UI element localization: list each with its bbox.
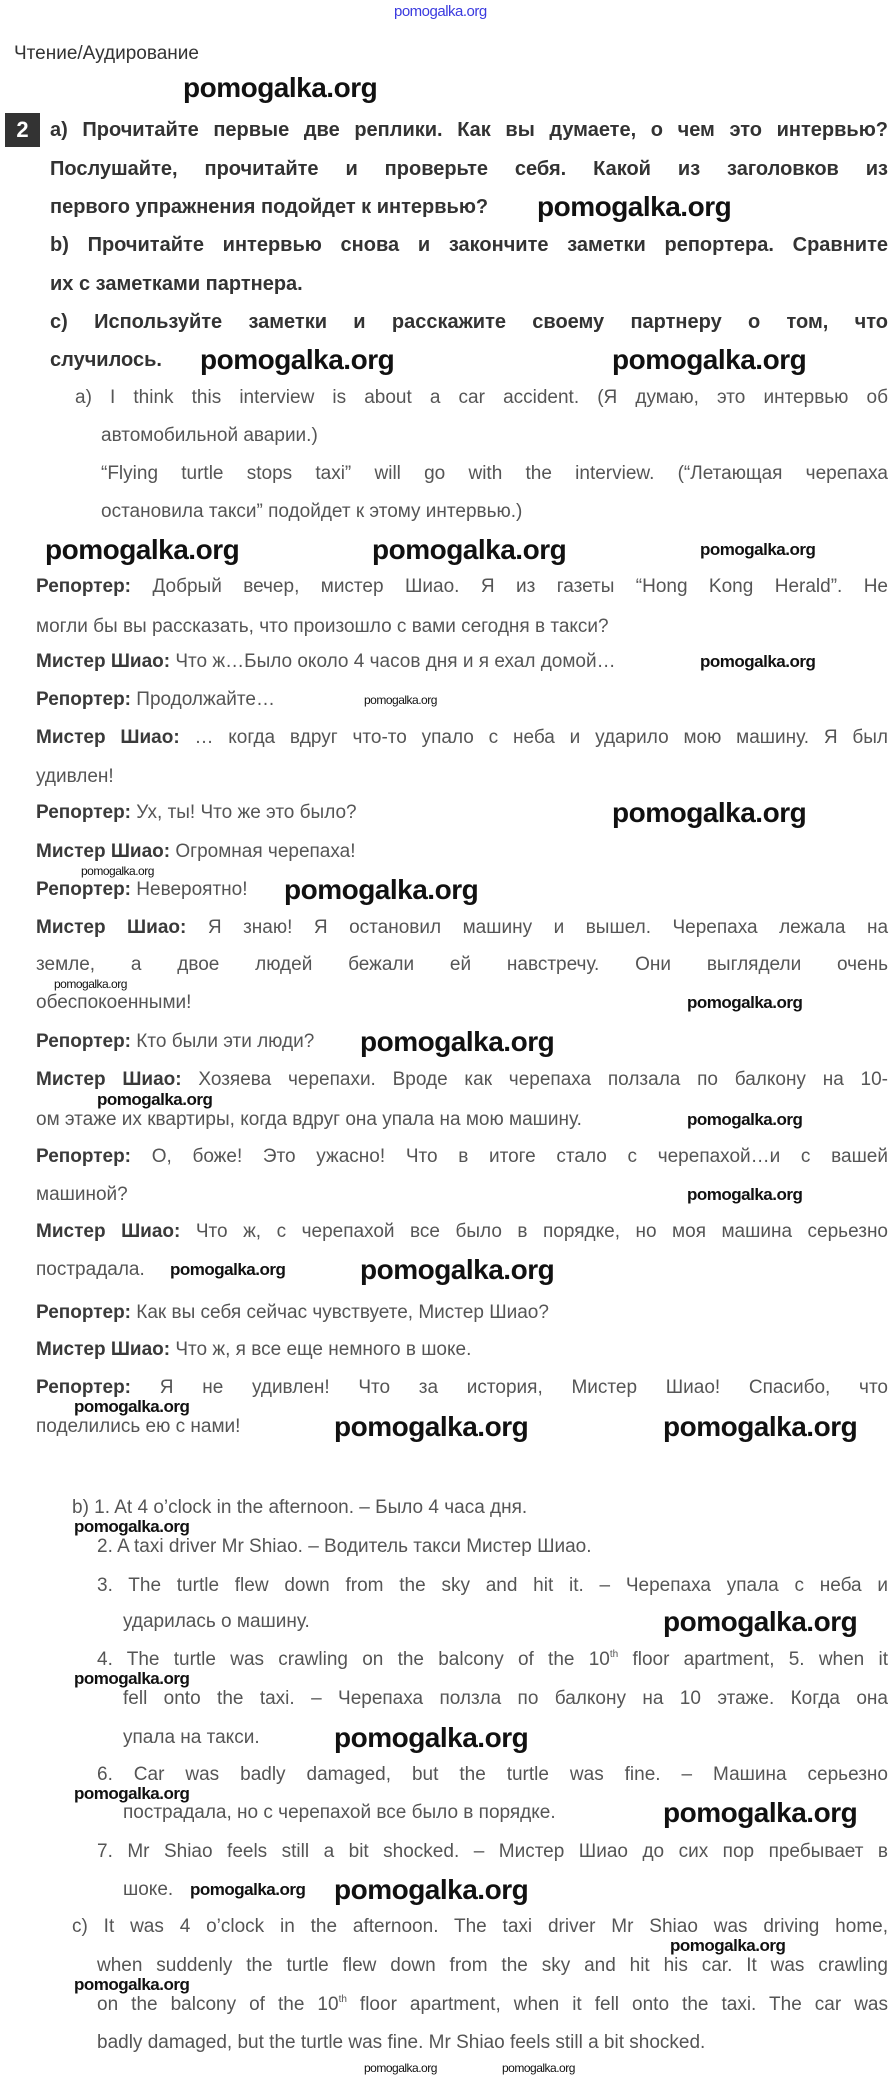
- dialogue-line: [36, 1068, 888, 1092]
- dialogue-line: [36, 878, 248, 902]
- watermark-text: pomogalka.org: [190, 1880, 306, 1899]
- speaker-label: Репортер:: [36, 1031, 132, 1052]
- dialogue-line: [36, 688, 275, 712]
- watermark-text: pomogalka.org: [334, 1874, 529, 1905]
- answer-a-line: остановила такси” подойдет к этому интервью.): [101, 501, 523, 522]
- answer-b-line: [123, 1801, 556, 1825]
- answer-c-line: [97, 1954, 888, 1978]
- section-heading: Чтение/Аудирование: [14, 43, 199, 64]
- line-text: удивлен!: [36, 766, 114, 787]
- answer-a-line: автомобильной аварии.): [101, 425, 318, 446]
- answer-b-line: [97, 1840, 888, 1864]
- line-text: Я знаю! Я остановил машину и вышел. Черепаха лежала на: [207, 917, 889, 938]
- line-text: ом этаже их квартиры, когда вдруг она упала на мою машину.: [36, 1109, 582, 1130]
- line-text: машиной?: [36, 1184, 128, 1205]
- line-text: 4. The turtle was crawling on the balcony of the 10: [97, 1649, 610, 1670]
- instruction-line: Послушайте, прочитайте и проверьте себя. Какой из заголовков из: [50, 158, 888, 180]
- answer-a-line: “Flying turtle stops taxi” will go with the interview. (“Летающая черепаха: [101, 463, 888, 484]
- watermark-text: pomogalka.org: [45, 534, 240, 565]
- line-text: 3. The turtle flew down from the sky and hit it. – Черепаха упала с неба и: [97, 1575, 888, 1596]
- watermark-text: pomogalka.org: [394, 3, 487, 20]
- dialogue-line: [36, 1220, 888, 1244]
- watermark-text: pomogalka.org: [663, 1411, 858, 1442]
- dialogue-line: [36, 840, 356, 864]
- line-text: … когда вдруг что-то упало с неба и ударило мою машину. Я был: [194, 727, 888, 748]
- line-text: обеспокоенными!: [36, 992, 192, 1013]
- line-text: badly damaged, but the turtle was fine. Mr Shiao feels still a bit shocked.: [97, 2032, 706, 2053]
- watermark-text: pomogalka.org: [74, 1517, 190, 1536]
- line-text: Что ж…Было около 4 часов дня и я ехал домой…: [175, 651, 616, 672]
- line-text: шоке.: [123, 1879, 174, 1900]
- dialogue-line: [36, 765, 114, 789]
- dialogue-line: [36, 953, 888, 977]
- watermark-text: pomogalka.org: [364, 2061, 437, 2075]
- line-text: 2. A taxi driver Mr Shiao. – Водитель такси Мистер Шиао.: [97, 1536, 592, 1557]
- speaker-label: Репортер:: [36, 576, 132, 597]
- dialogue-line: [36, 615, 609, 639]
- watermark-text: pomogalka.org: [612, 797, 807, 828]
- speaker-label: Репортер:: [36, 1377, 132, 1398]
- line-text: Кто были эти люди?: [136, 1031, 315, 1052]
- line-text: Что ж, я все еще немного в шоке.: [175, 1339, 472, 1360]
- line-text: Невероятно!: [136, 879, 248, 900]
- watermark-text: pomogalka.org: [663, 1797, 858, 1828]
- answer-b-line: [97, 1574, 888, 1598]
- line-text: when suddenly the turtle flew down from the sky and hit his car. It was crawling: [97, 1955, 888, 1976]
- watermark-text: pomogalka.org: [700, 652, 816, 671]
- answer-b-line: [123, 1687, 888, 1711]
- line-text: О, боже! Это ужасно! Что в итоге стало с черепахой…и с вашей: [151, 1146, 888, 1167]
- answer-b-line: [97, 1648, 888, 1672]
- watermark-text: pomogalka.org: [284, 874, 479, 905]
- watermark-text: pomogalka.org: [74, 1784, 190, 1803]
- line-text: 6. Car was badly damaged, but the turtle was fine. – Машина серьезно: [97, 1764, 888, 1785]
- line-text: on the balcony of the 10: [97, 1994, 339, 2015]
- watermark-text: pomogalka.org: [502, 2061, 575, 2075]
- dialogue-line: [36, 1183, 128, 1207]
- watermark-text: pomogalka.org: [334, 1722, 529, 1753]
- watermark-text: pomogalka.org: [663, 1606, 858, 1637]
- exercise-number-badge: 2: [5, 113, 40, 147]
- watermark-text: pomogalka.org: [537, 191, 732, 222]
- speaker-label: Репортер:: [36, 879, 132, 900]
- answer-a-line: a) I think this interview is about a car accident. (Я думаю, это интервью об: [75, 387, 888, 408]
- watermark-text: pomogalka.org: [334, 1411, 529, 1442]
- dialogue-line: [36, 726, 888, 750]
- watermark-text: pomogalka.org: [183, 72, 378, 103]
- watermark-text: pomogalka.org: [687, 1185, 803, 1204]
- watermark-text: pomogalka.org: [74, 1397, 190, 1416]
- dialogue-line: [36, 801, 357, 825]
- watermark-text: pomogalka.org: [372, 534, 567, 565]
- speaker-label: Мистер Шиао:: [36, 841, 171, 862]
- dialogue-line: [36, 1108, 582, 1132]
- answer-b-line: [97, 1535, 592, 1559]
- line-text-continued: floor apartment, when it fell onto the taxi. The car was: [346, 1994, 888, 2015]
- instruction-line: a) Прочитайте первые две реплики. Как вы думаете, о чем это интервью?: [50, 119, 888, 141]
- dialogue-line: [36, 575, 888, 599]
- line-text: Ух, ты! Что же это было?: [136, 802, 357, 823]
- line-text: Продолжайте…: [136, 689, 275, 710]
- watermark-text: pomogalka.org: [81, 864, 154, 878]
- line-text: Добрый вечер, мистер Шиао. Я из газеты “Hong Kong Herald”. Не: [152, 576, 888, 597]
- speaker-label: Репортер:: [36, 1302, 132, 1323]
- speaker-label: Репортер:: [36, 689, 132, 710]
- watermark-text: pomogalka.org: [687, 1110, 803, 1129]
- watermark-text: pomogalka.org: [97, 1090, 213, 1109]
- dialogue-line: [36, 1301, 549, 1325]
- dialogue-line: [36, 1415, 240, 1439]
- answer-b-line: [123, 1878, 173, 1902]
- answer-b-line: [123, 1726, 260, 1750]
- instruction-line: их с заметками партнера.: [50, 273, 303, 295]
- dialogue-line: [36, 1258, 145, 1282]
- instruction-line: первого упражнения подойдет к интервью?: [50, 196, 489, 218]
- speaker-label: Мистер Шиао:: [36, 727, 180, 748]
- speaker-label: Мистер Шиао:: [36, 1069, 182, 1090]
- line-text: пострадала, но с черепахой все было в порядке.: [123, 1802, 556, 1823]
- line-text: Что ж, с черепахой все было в порядке, но моя машина серьезно: [195, 1221, 888, 1242]
- watermark-text: pomogalka.org: [687, 993, 803, 1012]
- line-text: c) It was 4 o’clock in the afternoon. The taxi driver Mr Shiao was driving home,: [72, 1916, 888, 1937]
- instruction-line: случилось.: [50, 349, 162, 371]
- ordinal-superscript: th: [338, 1994, 347, 2005]
- watermark-text: pomogalka.org: [700, 540, 816, 559]
- ordinal-superscript: th: [609, 1649, 619, 1660]
- line-text: ударилась о машину.: [123, 1611, 310, 1632]
- dialogue-line: [36, 650, 616, 674]
- dialogue-line: [36, 1338, 471, 1362]
- line-text: fell onto the taxi. – Черепаха ползла по балкону на 10 этаже. Когда она: [123, 1688, 888, 1709]
- watermark-text: pomogalka.org: [74, 1669, 190, 1688]
- dialogue-line: [36, 1145, 888, 1169]
- speaker-label: Репортер:: [36, 802, 132, 823]
- answer-c-line: [97, 1993, 888, 2017]
- line-text: поделились ею с нами!: [36, 1416, 241, 1437]
- instruction-line: c) Используйте заметки и расскажите своему партнеру о том, что: [50, 311, 888, 333]
- line-text: Я не удивлен! Что за история, Мистер Шиао! Спасибо, что: [159, 1377, 889, 1398]
- speaker-label: Мистер Шиао:: [36, 1221, 181, 1242]
- line-text: упала на такси.: [123, 1727, 260, 1748]
- line-text: b) 1. At 4 o’clock in the afternoon. – Было 4 часа дня.: [72, 1497, 528, 1518]
- answer-b-line: [97, 1763, 888, 1787]
- watermark-text: pomogalka.org: [200, 344, 395, 375]
- line-text: 7. Mr Shiao feels still a bit shocked. – Мистер Шиао до сих пор пребывает в: [97, 1841, 888, 1862]
- speaker-label: Мистер Шиао:: [36, 1339, 171, 1360]
- line-text: Как вы себя сейчас чувствуете, Мистер Шиао?: [136, 1302, 549, 1323]
- answer-c-line: [97, 2031, 705, 2055]
- watermark-text: pomogalka.org: [360, 1254, 555, 1285]
- speaker-label: Репортер:: [36, 1146, 132, 1167]
- line-text: могли бы вы рассказать, что произошло с вами сегодня в такси?: [36, 616, 609, 637]
- dialogue-line: [36, 916, 888, 940]
- dialogue-line: [36, 1030, 314, 1054]
- line-text: земле, а двое людей бежали ей навстречу. Они выглядели очень: [36, 954, 888, 975]
- line-text: пострадала.: [36, 1259, 145, 1280]
- watermark-text: pomogalka.org: [612, 344, 807, 375]
- line-text: Хозяева черепахи. Вроде как черепаха ползала по балкону на 10-: [198, 1069, 889, 1090]
- answer-b-line: [123, 1610, 310, 1634]
- watermark-text: pomogalka.org: [364, 693, 437, 707]
- watermark-text: pomogalka.org: [54, 977, 127, 991]
- watermark-text: pomogalka.org: [670, 1936, 786, 1955]
- line-text-continued: floor apartment, 5. when it: [618, 1649, 888, 1670]
- watermark-text: pomogalka.org: [360, 1026, 555, 1057]
- instruction-line: b) Прочитайте интервью снова и закончите заметки репортера. Сравните: [50, 234, 888, 256]
- line-text: Огромная черепаха!: [175, 841, 356, 862]
- dialogue-line: [36, 991, 191, 1015]
- speaker-label: Мистер Шиао:: [36, 917, 187, 938]
- watermark-text: pomogalka.org: [170, 1260, 286, 1279]
- watermark-text: pomogalka.org: [74, 1975, 190, 1994]
- speaker-label: Мистер Шиао:: [36, 651, 171, 672]
